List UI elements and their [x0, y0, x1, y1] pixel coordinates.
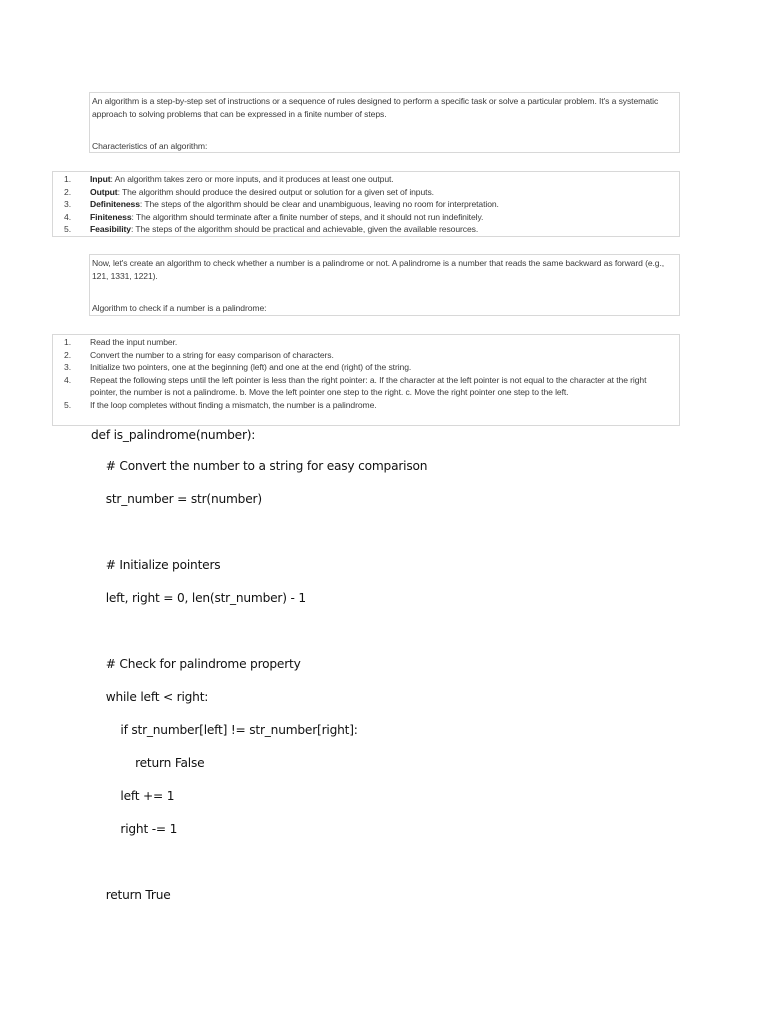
- code-line: right -= 1: [91, 822, 178, 836]
- characteristics-heading: Characteristics of an algorithm:: [92, 141, 208, 151]
- code-line: # Initialize pointers: [91, 558, 221, 572]
- characteristics-list-block: [52, 171, 680, 237]
- list-item: 4. Repeat the following steps until the left pointer is less than the right pointer: a. If the character at the left pointer is not equal to the character at the right pointer, the number is not a palindrome. b. Move the left pointer one step to the right. c. Move the right pointer one step to the left.: [64, 374, 647, 397]
- code-line: while left < right:: [91, 690, 209, 704]
- code-line: def is_palindrome(number):: [91, 428, 256, 442]
- code-line: return False: [91, 756, 205, 770]
- algorithm-steps-block: [52, 334, 680, 426]
- intro-block: [89, 92, 680, 153]
- list-item: 4. Finiteness: The algorithm should terminate after a finite number of steps, and it should not run indefinitely.: [64, 211, 484, 222]
- code-line: left, right = 0, len(str_number) - 1: [91, 591, 306, 605]
- code-block: [91, 425, 427, 918]
- list-item: 2. Convert the number to a string for easy comparison of characters.: [64, 349, 334, 360]
- list-item: 5. Feasibility: The steps of the algorithm should be practical and achievable, given the available resources.: [64, 224, 479, 234]
- code-line: [91, 522, 427, 555]
- term-input: Input: [90, 174, 111, 184]
- code-line: left += 1: [91, 789, 175, 803]
- code-line: # Check for palindrome property: [91, 657, 301, 671]
- palindrome-algorithm-heading: Algorithm to check if a number is a palindrome:: [92, 303, 267, 313]
- palindrome-paragraph: Now, let's create an algorithm to check whether a number is a palindrome or not. A palindrome is a number that reads the same backward as forward (e.g., 121, 1331, 1221).: [92, 258, 665, 281]
- list-item: 3. Initialize two pointers, one at the beginning (left) and one at the end (right) of the string.: [64, 362, 412, 372]
- code-line: str_number = str(number): [91, 492, 262, 506]
- code-line: if str_number[left] != str_number[right]:: [91, 723, 358, 737]
- term-feasibility: Feasibility: [90, 224, 131, 234]
- algorithm-definition-paragraph: An algorithm is a step-by-step set of instructions or a sequence of rules designed to perform a specific task or solve a particular problem. It's a systematic approach to solving problems that can be expressed in a finite number of steps.: [92, 96, 659, 119]
- list-item: 3. Definiteness: The steps of the algorithm should be clear and unambiguous, leaving no room for interpretation.: [64, 199, 499, 209]
- algorithm-steps-list: [53, 336, 679, 411]
- code-line: [91, 621, 427, 654]
- list-item: 1. Input: An algorithm takes zero or more inputs, and it produces at least one output.: [64, 174, 394, 184]
- list-item: 1. Read the input number.: [64, 337, 178, 347]
- code-line: # Convert the number to a string for easy comparison: [91, 459, 428, 473]
- list-item: 5. If the loop completes without finding a mismatch, the number is a palindrome.: [64, 399, 377, 410]
- term-finiteness: Finiteness: [90, 211, 132, 222]
- code-line: [91, 852, 427, 885]
- palindrome-intro-block: [89, 254, 680, 316]
- term-definiteness: Definiteness: [90, 199, 140, 209]
- list-item: 2. Output: The algorithm should produce the desired output or solution for a given set of inputs.: [64, 186, 434, 197]
- characteristics-list: [53, 173, 679, 236]
- code-line: return True: [91, 888, 171, 902]
- term-output: Output: [90, 186, 118, 197]
